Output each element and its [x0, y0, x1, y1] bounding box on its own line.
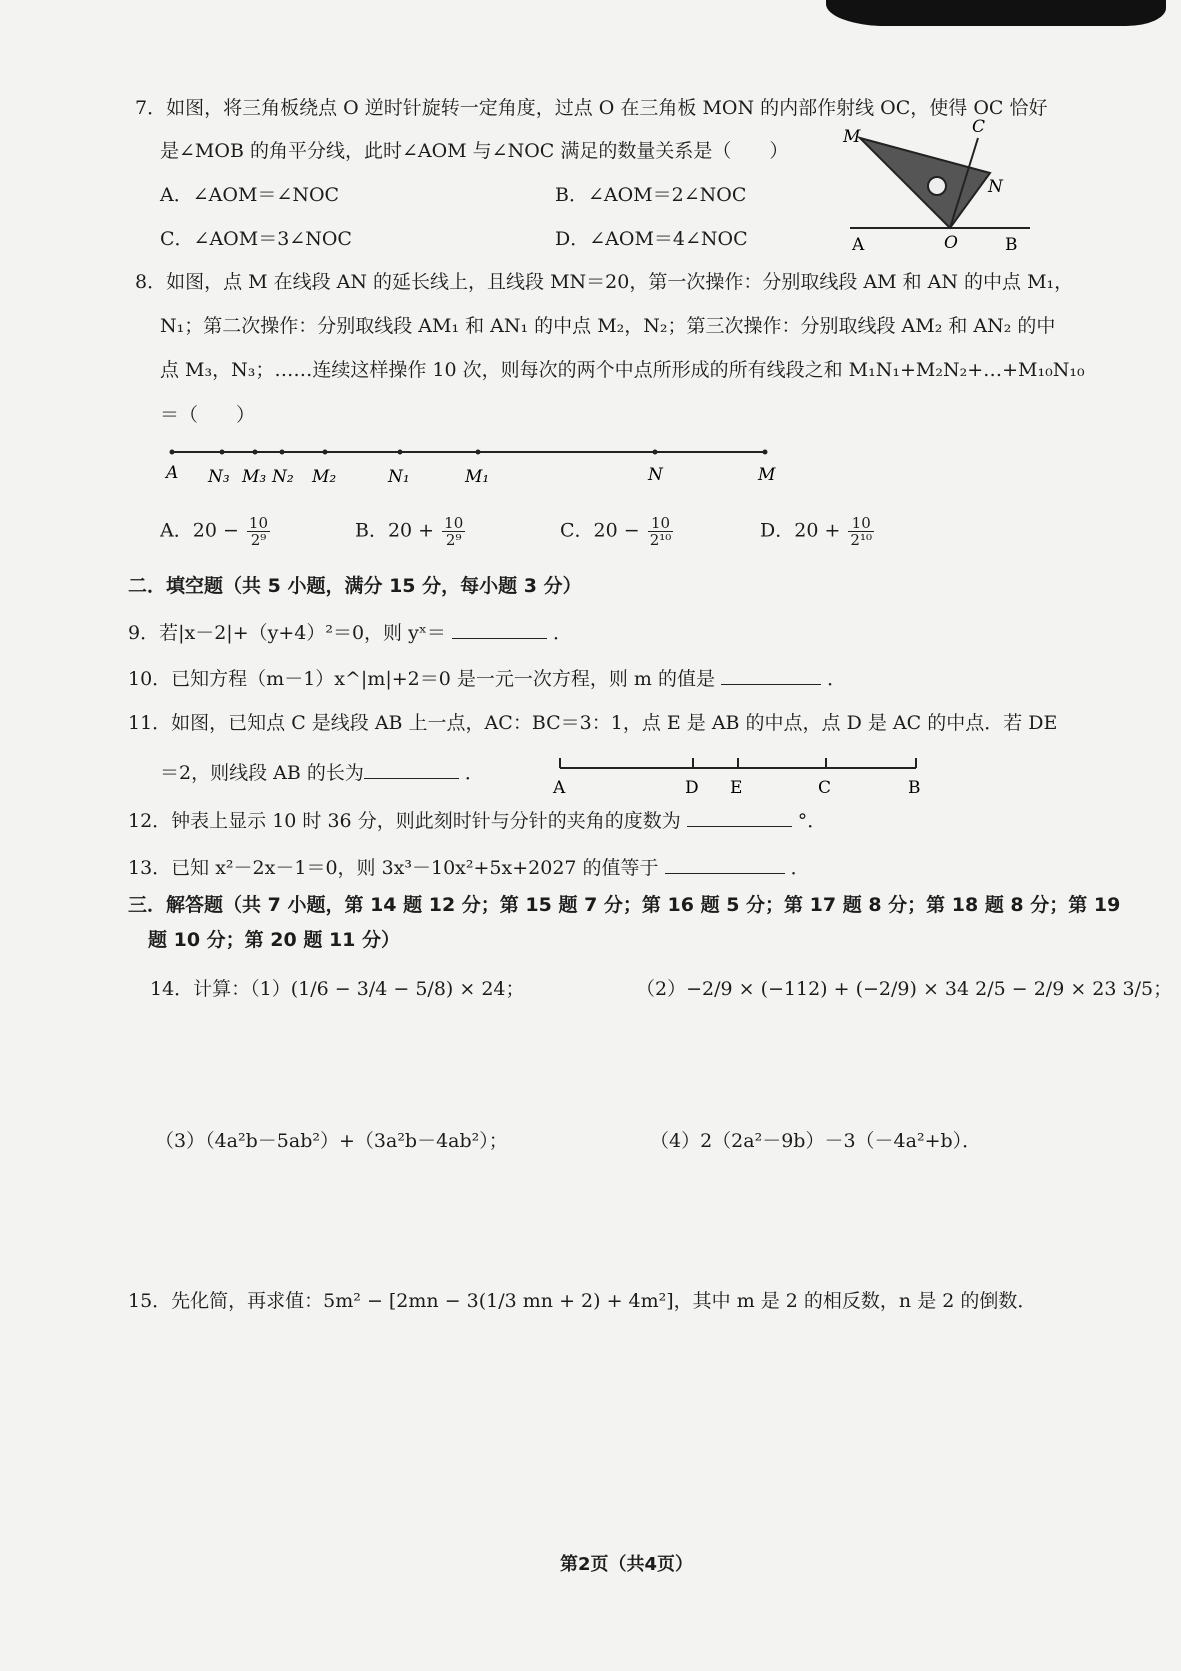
q8-option-b: B．20 + $\frac{10}{\text{2⁹}}$: [355, 514, 464, 549]
q7-label-n: N: [988, 177, 1003, 197]
q8-label-n3: N₃: [208, 467, 230, 487]
q8-label-n1: N₁: [388, 467, 410, 487]
q8-option-a: A．20 − $\frac{10}{\text{2⁹}}$: [160, 514, 269, 549]
q7-option-b: B．∠AOM＝2∠NOC: [555, 184, 747, 206]
q9: 9．若|x－2|+（y+4）²＝0，则 yˣ＝ ．: [128, 622, 572, 644]
q8-option-c: C．20 − $\frac{10}{\text{2¹⁰}}$: [560, 514, 672, 549]
q14-part2: （2）−2/9 × (−112) + (−2/9) × 34 2/5 − 2/9 × 23 3/5；: [636, 978, 1173, 1000]
page-footer: 第2页（共4页）: [560, 1554, 694, 1575]
q13-answer-blank[interactable]: [665, 855, 785, 874]
q11-line2: ＝2，则线段 AB 的长为 ．: [160, 762, 484, 784]
q11-label-c: C: [818, 778, 832, 798]
q7-label-a: A: [852, 235, 865, 255]
q7-label-c: C: [972, 118, 986, 137]
q8-segment-figure: [160, 440, 800, 490]
section-3-title-line2: 题 10 分；第 20 题 11 分）: [148, 929, 401, 951]
q8-label-n: N: [648, 465, 663, 485]
section-3-title-line1: 三．解答题（共 7 小题，第 14 题 12 分；第 15 题 7 分；第 16 题 5 分；第 17 题 8 分；第 18 题 8 分；第 19: [128, 894, 1121, 916]
q14-part1: 14．计算：（1）(1/6 − 3/4 − 5/8) × 24；: [150, 978, 525, 1000]
q8-line2: N₁；第二次操作：分别取线段 AM₁ 和 AN₁ 的中点 M₂，N₂；第三次操作：分别取线段 AM₂ 和 AN₂ 的中: [160, 315, 1056, 337]
q11-label-a: A: [553, 778, 566, 798]
q8-label-m: M: [758, 465, 776, 485]
q11-line1: 11．如图，已知点 C 是线段 AB 上一点，AC：BC＝3：1，点 E 是 AB 的中点，点 D 是 AC 的中点．若 DE: [128, 712, 1058, 734]
q7-label-m: M: [843, 127, 861, 147]
q8-label-n2: N₂: [272, 467, 294, 487]
q9-answer-blank[interactable]: [452, 620, 547, 639]
q8-line3: 点 M₃，N₃；……连续这样操作 10 次，则每次的两个中点所形成的所有线段之和 M₁N₁+M₂N₂+…+M₁₀N₁₀: [160, 359, 1085, 381]
q7-label-b: B: [1005, 235, 1018, 255]
section-2-title: 二．填空题（共 5 小题，满分 15 分，每小题 3 分）: [128, 575, 582, 597]
q10-answer-blank[interactable]: [721, 666, 821, 685]
q8-label-m3: M₃: [242, 467, 267, 487]
q7-line2: 是∠MOB 的角平分线，此时∠AOM 与∠NOC 满足的数量关系是（ ）: [160, 140, 789, 162]
q14-part4: （4）2（2a²－9b）－3（－4a²+b）．: [650, 1130, 982, 1152]
q7-line1: 7．如图，将三角板绕点 O 逆时针旋转一定角度，过点 O 在三角板 MON 的内部作射线 OC，使得 OC 恰好: [135, 97, 1048, 119]
q12: 12．钟表上显示 10 时 36 分，则此刻时针与分针的夹角的度数为 °．: [128, 810, 827, 832]
q7-option-d: D．∠AOM＝4∠NOC: [555, 228, 748, 250]
q8-label-m1: M₁: [465, 467, 490, 487]
q15: 15．先化简，再求值：5m² − [2mn − 3(1/3 mn + 2) + 4m²]，其中 m 是 2 的相反数，n 是 2 的倒数．: [128, 1290, 1037, 1312]
q7-triangle: [860, 138, 990, 228]
q8-line1: 8．如图，点 M 在线段 AN 的延长线上，且线段 MN＝20，第一次操作：分别取线段 AM 和 AN 的中点 M₁，: [135, 271, 1074, 293]
q11-label-b: B: [908, 778, 921, 798]
q11-segment-figure: [548, 748, 928, 798]
q7-triangle-figure: [840, 118, 1040, 258]
q14-part3: （3）（4a²b－5ab²）+（3a²b－4ab²）；: [155, 1130, 508, 1152]
q8-label-m2: M₂: [312, 467, 337, 487]
q7-option-a: A．∠AOM＝∠NOC: [160, 184, 340, 206]
q7-triangle-hole: [928, 177, 946, 195]
q12-answer-blank[interactable]: [687, 808, 792, 827]
q8-line4: ＝（ ）: [160, 404, 256, 426]
ink-blot: [826, 0, 1166, 26]
q7-option-c: C．∠AOM＝3∠NOC: [160, 228, 352, 250]
q8-label-a: A: [166, 463, 179, 483]
q13: 13．已知 x²－2x－1＝0，则 3x³－10x²+5x+2027 的值等于 ．: [128, 857, 810, 879]
q7-label-o: O: [944, 233, 958, 253]
q11-label-e: E: [730, 778, 743, 798]
q11-label-d: D: [685, 778, 699, 798]
q10: 10．已知方程（m－1）x^|m|+2＝0 是一元一次方程，则 m 的值是 ．: [128, 668, 847, 690]
q8-option-d: D．20 + $\frac{10}{\text{2¹⁰}}$: [760, 514, 872, 549]
q11-answer-blank[interactable]: [364, 760, 459, 779]
